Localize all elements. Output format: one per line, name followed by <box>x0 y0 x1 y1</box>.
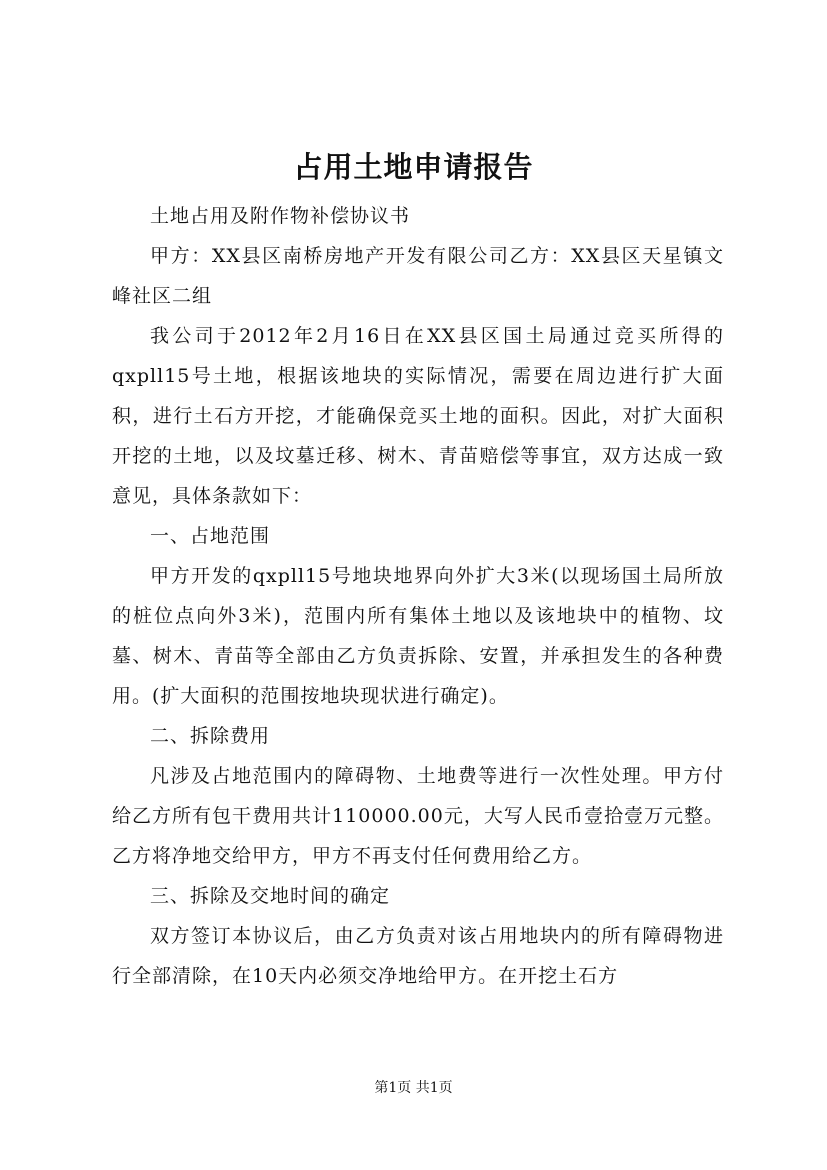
paragraph-agreement-name: 土地占用及附作物补偿协议书 <box>150 205 411 227</box>
document-body <box>112 196 724 996</box>
section-heading-fees: 二、拆除费用 <box>150 725 271 747</box>
section-heading-timeline: 三、拆除及交地时间的确定 <box>150 885 391 907</box>
paragraph-timeline: 双方签订本协议后，由乙方负责对该占用地块内的所有障碍物进行全部清除，在10天内必须交净地给甲方。在开挖土石方 <box>112 925 724 987</box>
paragraph-fees: 凡涉及占地范围内的障碍物、土地费等进行一次性处理。甲方付给乙方所有包干费用共计110000.00元，大写人民币壹拾壹万元整。乙方将净地交给甲方，甲方不再支付任何费用给乙方。 <box>112 765 724 867</box>
paragraph-parties: 甲方：XX县区南桥房地产开发有限公司乙方：XX县区天星镇文峰社区二组 <box>112 245 724 307</box>
page-number-footer: 第1页 共1页 <box>374 1080 453 1096</box>
paragraph-background: 我公司于2012年2月16日在XX县区国土局通过竞买所得的qxpll15号土地，根据该地块的实际情况，需要在周边进行扩大面积，进行土石方开挖，才能确保竞买土地的面积。因此，对扩大面积开挖的土地，以及坟墓迁移、树木、青苗赔偿等事宜，双方达成一致意见，具体条款如下： <box>112 325 724 507</box>
paragraph-scope: 甲方开发的qxpll15号地块地界向外扩大3米(以现场国土局所放的桩位点向外3米)，范围内所有集体土地以及该地块中的植物、坟墓、树木、青苗等全部由乙方负责拆除、安置，并承担发生的各种费用。(扩大面积的范围按地块现状进行确定)。 <box>112 565 724 707</box>
document-title: 占用土地申请报告 <box>293 150 534 184</box>
section-heading-scope: 一、占地范围 <box>150 525 271 547</box>
